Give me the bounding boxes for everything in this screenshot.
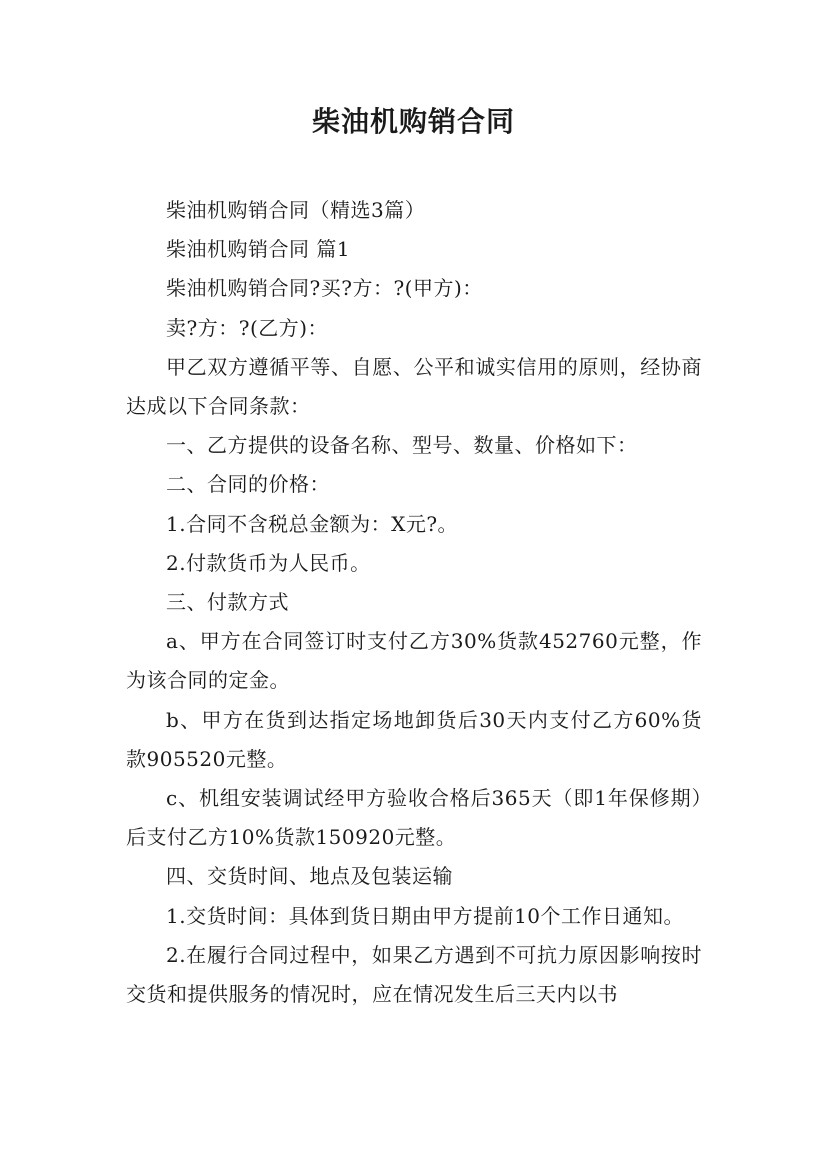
- document-body: [126, 191, 702, 1014]
- paragraph: 2.付款货币为人民币。: [166, 550, 371, 575]
- paragraph: 二、合同的价格：: [166, 472, 330, 497]
- paragraph: 柴油机购销合同（精选3篇）: [166, 198, 426, 222]
- paragraph: 卖?方：?(乙方)：: [166, 315, 329, 340]
- paragraph: 甲乙双方遵循平等、自愿、公平和诚实信用的原则，经协商达成以下合同条款：: [126, 354, 702, 419]
- paragraph: a、甲方在合同签订时支付乙方30%货款452760元整，作为该合同的定金。: [126, 629, 702, 693]
- paragraph: b、甲方在货到达指定场地卸货后30天内支付乙方60%货款905520元整。: [126, 707, 702, 771]
- paragraph: 三、付款方式: [166, 590, 289, 615]
- paragraph: 柴油机购销合同 篇1: [166, 237, 351, 262]
- paragraph: 四、交货时间、地点及包装运输: [166, 864, 453, 889]
- paragraph: 一、乙方提供的设备名称、型号、数量、价格如下：: [166, 433, 638, 458]
- paragraph: 柴油机购销合同?买?方：?(甲方)：: [166, 276, 483, 301]
- paragraph: 1.合同不含税总金额为：X元?。: [166, 511, 459, 536]
- paragraph: c、机组安装调试经甲方验收合格后365天（即1年保修期）后支付乙方10%货款150920元整。: [126, 786, 702, 850]
- paragraph: 1.交货时间：具体到货日期由甲方提前10个工作日通知。: [166, 903, 685, 928]
- document-title: 柴油机购销合同: [311, 105, 515, 138]
- paragraph: 2.在履行合同过程中，如果乙方遇到不可抗力原因影响按时交货和提供服务的情况时，应在情况发生后三天内以书: [126, 942, 702, 1007]
